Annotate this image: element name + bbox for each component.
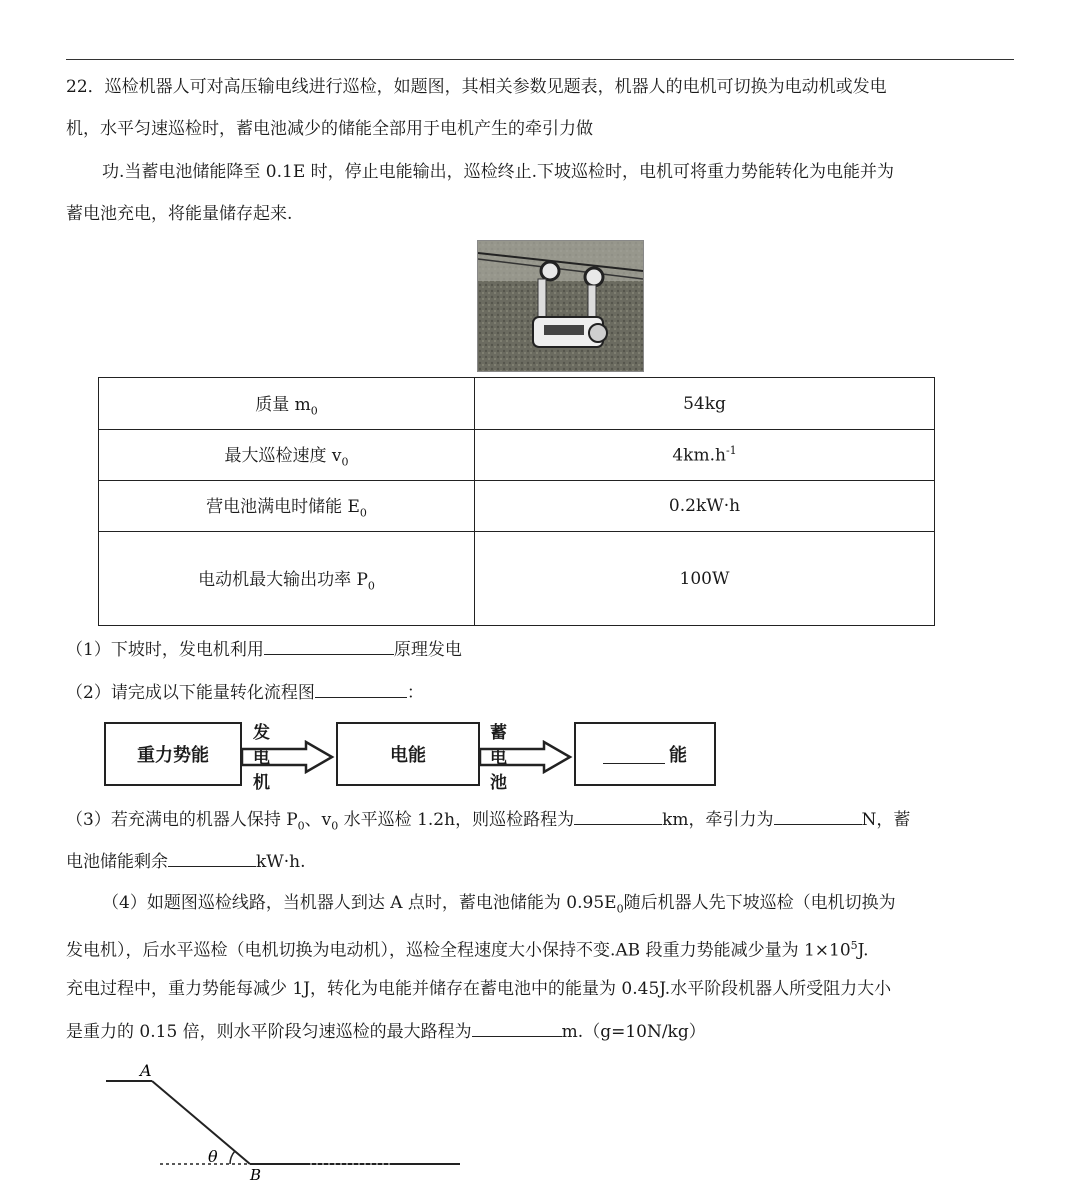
sub-question-2: （2）请完成以下能量转化流程图 ：: [66, 683, 424, 703]
param-label: 营电池满电时储能 $E_0$: [99, 481, 475, 532]
point-a-label: A: [140, 1061, 152, 1080]
table-row: [99, 378, 935, 430]
question-line-3: 功.当蓄电池储能降至 0.1E 时，停止电能输出，巡检终止.下坡巡检时，电机可将重力势能转化为电能并为: [102, 162, 895, 182]
table-row: [99, 481, 935, 532]
param-label: 质量 $m_0$: [99, 378, 475, 430]
point-b-label: B: [250, 1166, 262, 1181]
param-value: $4km.h^{-1}$: [475, 430, 935, 481]
angle-arc: [230, 1151, 235, 1164]
answer-blank[interactable]: [168, 850, 256, 867]
parameter-table: [98, 377, 935, 626]
arrow-label-battery: 蓄电池: [490, 723, 507, 793]
flow-arrow-1: [240, 740, 336, 774]
robot-photo: [477, 240, 644, 372]
param-label: 电动机最大输出功率 $P_0$: [99, 532, 475, 626]
sub-question-4-line-4: 是重力的 0.15 倍，则水平阶段匀速巡检的最大路程为 m.（g=10N/kg）: [66, 1022, 706, 1042]
sub-question-1: （1）下坡时，发电机利用 原理发电: [66, 640, 462, 660]
sub-question-4-line-3: 充电过程中，重力势能每减少 1J，转化为电能并储存在蓄电池中的能量为 0.45J.水平阶段机器人所受阻力大小: [66, 979, 892, 999]
sub-question-4-line-1: （4）如题图巡检线路，当机器人到达 A 点时，蓄电池储能为 $0.95E_0$随后机器人先下坡巡检（电机切换为: [102, 893, 896, 916]
sub-question-3-line-2: 电池储能剩余 kW·h.: [66, 852, 306, 872]
answer-blank[interactable]: [774, 808, 862, 825]
table-row: [99, 430, 935, 481]
answer-blank[interactable]: [603, 745, 665, 764]
sub-question-3-line-1: （3）若充满电的机器人保持 $P_0$、$v_0$ 水平巡检 1.2h，则巡检路程为 km，牵引力为 N，蓄: [66, 810, 911, 833]
flow-box-electric: 电能: [336, 722, 480, 786]
flow-box-gravity: 重力势能: [104, 722, 242, 786]
arrow-label-generator: 发电机: [253, 723, 270, 793]
question-line-4: 蓄电池充电，将能量储存起来.: [66, 204, 293, 224]
angle-label: θ: [208, 1147, 218, 1166]
question-line-2: 机，水平匀速巡检时，蓄电池减少的储能全部用于电机产生的牵引力做: [66, 119, 593, 139]
param-value: 0.2kW·h: [475, 481, 935, 532]
sub-question-4-line-2: 发电机），后水平巡检（电机切换为电动机），巡检全程速度大小保持不变.AB 段重力势能减少量为 $1\times 10^5J$.: [66, 939, 869, 961]
table-row: [99, 532, 935, 626]
flow-box-unknown: 能: [574, 722, 716, 786]
answer-blank[interactable]: [315, 681, 407, 698]
param-label: 最大巡检速度 $v_0$: [99, 430, 475, 481]
question-line-1: 22．巡检机器人可对高压输电线进行巡检，如题图，其相关参数见题表，机器人的电机可切换为电动机或发电: [66, 77, 887, 97]
flow-arrow-2: [478, 740, 574, 774]
param-value: 54kg: [475, 378, 935, 430]
answer-blank[interactable]: [574, 808, 662, 825]
slope-figure: [100, 1058, 470, 1181]
answer-blank[interactable]: [472, 1020, 562, 1037]
answer-blank[interactable]: [264, 638, 394, 655]
question-number: 22．: [66, 77, 105, 97]
top-rule: [66, 59, 1014, 60]
param-value: 100W: [475, 532, 935, 626]
